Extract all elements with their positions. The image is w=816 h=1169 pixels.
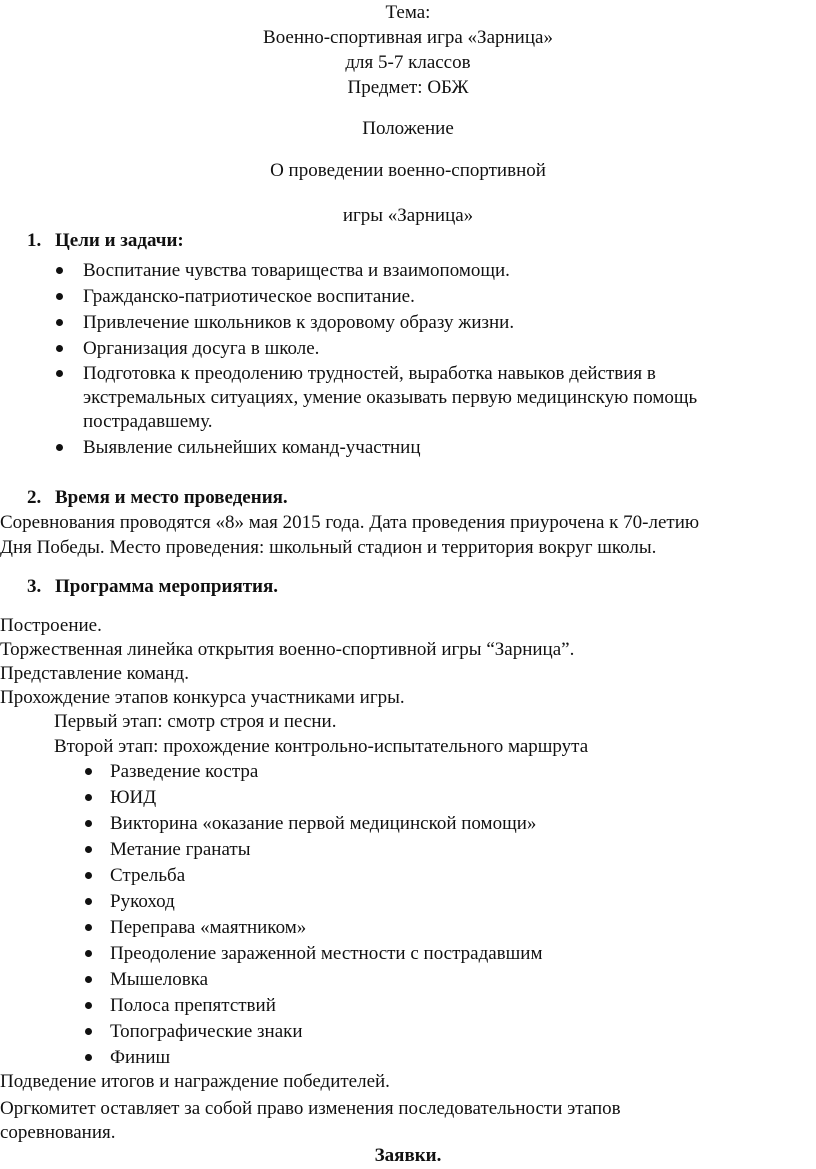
station-item: Рукоход: [110, 891, 175, 912]
bullet-icon: [85, 872, 92, 879]
bullet-icon: [85, 846, 92, 853]
station-item: Финиш: [110, 1047, 171, 1068]
section-3-title: Программа мероприятия.: [55, 576, 279, 597]
time-place-text: Дня Победы. Место проведения: школьный стадион и территория вокруг школы.: [0, 537, 657, 558]
heading-line-2: игры «Зарница»: [342, 205, 474, 226]
bullet-icon: [85, 1002, 92, 1009]
station-item: Стрельба: [110, 865, 186, 886]
bullet-icon: [85, 768, 92, 775]
section-2-title: Время и место проведения.: [55, 487, 288, 508]
bullet-icon: [85, 950, 92, 957]
stage-1: Первый этап: смотр строя и песни.: [54, 711, 337, 732]
bullet-icon: [85, 924, 92, 931]
bullet-icon: [85, 1054, 92, 1061]
section-1-number: 1.: [27, 230, 42, 251]
heading-line-1: О проведении военно-спортивной: [270, 160, 546, 181]
program-line: Торжественная линейка открытия военно-спортивной игры “Зарница”.: [0, 639, 575, 660]
closing-line: Подведение итогов и награждение победителей.: [0, 1071, 390, 1092]
station-item: Разведение костра: [110, 761, 259, 782]
stage-2: Второй этап: прохождение контрольно-испытательного маршрута: [54, 736, 589, 757]
goal-item-continued: экстремальных ситуациях, умение оказывать первую медицинскую помощь: [83, 387, 698, 408]
grades-line: для 5-7 классов: [345, 52, 471, 73]
bullet-icon: [85, 820, 92, 827]
bullet-icon: [56, 370, 63, 377]
goal-item: Привлечение школьников к здоровому образу жизни.: [83, 312, 515, 333]
goal-item: Организация досуга в школе.: [83, 338, 320, 359]
section-2-number: 2.: [27, 487, 42, 508]
closing-line: соревнования.: [0, 1122, 116, 1143]
program-line: Прохождение этапов конкурса участниками игры.: [0, 687, 405, 708]
program-line: Построение.: [0, 615, 102, 636]
bullet-icon: [56, 267, 63, 274]
document-type: Положение: [362, 118, 454, 139]
game-title: Военно-спортивная игра «Зарница»: [263, 27, 553, 48]
goal-item: Гражданско-патриотическое воспитание.: [83, 286, 415, 307]
goal-item: Воспитание чувства товарищества и взаимопомощи.: [83, 260, 510, 281]
station-item: Переправа «маятником»: [110, 917, 307, 938]
section-3-number: 3.: [27, 576, 42, 597]
time-place-text: Соревнования проводятся «8» мая 2015 года. Дата проведения приурочена к 70-летию: [0, 512, 700, 533]
goal-item-continued: пострадавшему.: [83, 411, 213, 432]
station-item: Метание гранаты: [110, 839, 251, 860]
bullet-icon: [56, 345, 63, 352]
bullet-icon: [56, 293, 63, 300]
program-line: Представление команд.: [0, 663, 189, 684]
station-item: Топографические знаки: [110, 1021, 303, 1042]
bullet-icon: [56, 444, 63, 451]
subject-line: Предмет: ОБЖ: [347, 77, 469, 98]
bullet-icon: [56, 319, 63, 326]
bullet-icon: [85, 1028, 92, 1035]
theme-label: Тема:: [385, 2, 431, 23]
station-item: Преодоление зараженной местности с пострадавшим: [110, 943, 543, 964]
goal-item: Подготовка к преодолению трудностей, выработка навыков действия в: [83, 363, 656, 384]
closing-line: Оргкомитет оставляет за собой право изменения последовательности этапов: [0, 1098, 621, 1119]
station-item: Мышеловка: [110, 969, 209, 990]
goal-item: Выявление сильнейших команд-участниц: [83, 437, 421, 458]
station-item: ЮИД: [110, 787, 157, 808]
bullet-icon: [85, 794, 92, 801]
bullet-icon: [85, 898, 92, 905]
station-item: Викторина «оказание первой медицинской помощи»: [110, 813, 537, 834]
section-1-title: Цели и задачи:: [55, 230, 184, 251]
applications-heading: Заявки.: [374, 1145, 442, 1166]
station-item: Полоса препятствий: [110, 995, 276, 1016]
bullet-icon: [85, 976, 92, 983]
